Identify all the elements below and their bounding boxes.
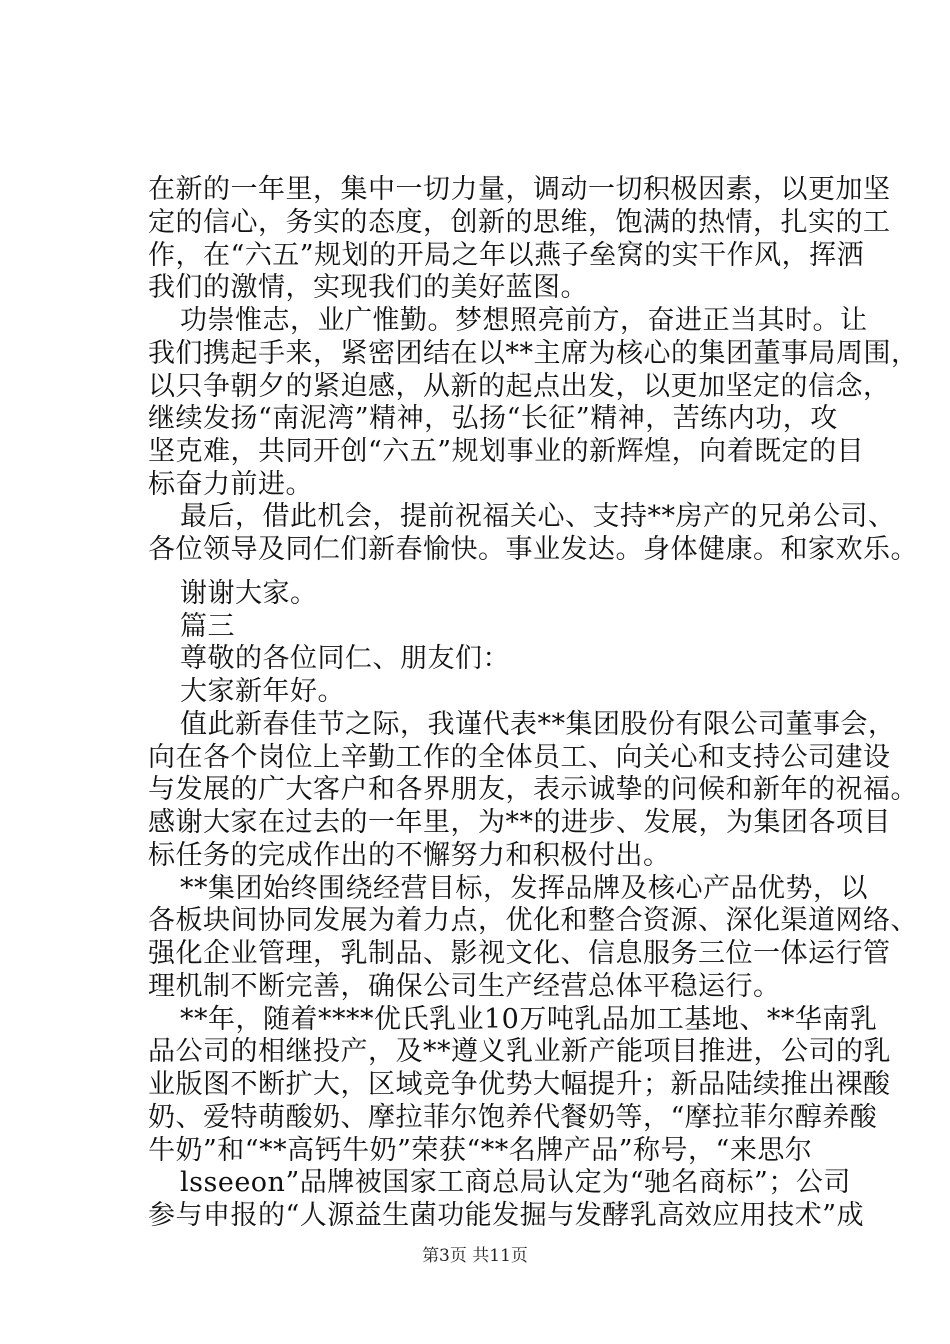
paragraph-line: 以只争朝夕的紧迫感，从新的起点出发，以更加坚定的信念，	[148, 370, 891, 402]
paragraph-line: 标奋力前进。	[148, 468, 313, 500]
paragraph-line: 谢谢大家。	[180, 577, 318, 609]
paragraph-line: 强化企业管理，乳制品、影视文化、信息服务三位一体运行管	[148, 938, 891, 969]
section-heading: 篇三	[180, 610, 235, 642]
paragraph-line: 各位领导及同仁们新春愉快。事业发达。身体健康。和家欢乐。	[148, 534, 918, 566]
paragraph-line: 标任务的完成作出的不懈努力和积极付出。	[148, 839, 671, 871]
paragraph-line: 向在各个岗位上辛勤工作的全体员工、向关心和支持公司建设	[148, 741, 891, 773]
paragraph-line: 各板块间协同发展为着力点，优化和整合资源、深化渠道网络、	[148, 905, 918, 937]
paragraph-line: 继续发扬“南泥湾”精神，弘扬“长征”精神，苦练内功，攻	[148, 403, 838, 435]
paragraph-line: 业版图不断扩大，区域竞争优势大幅提升；新品陆续推出裸酸	[148, 1069, 891, 1100]
paragraph-line: 最后，借此机会，提前祝福关心、支持**房产的兄弟公司、	[180, 501, 896, 533]
paragraph-line: 理机制不断完善，确保公司生产经营总体平稳运行。	[148, 970, 781, 1002]
paragraph-line: lsseeon”品牌被国家工商总局认定为“驰名商标”；公司	[180, 1167, 851, 1199]
paragraph-line: 值此新春佳节之际，我谨代表**集团股份有限公司董事会，	[180, 708, 896, 740]
paragraph-line: 牛奶”和“**高钙牛奶”荣获“**名牌产品”称号，“来思尔	[148, 1134, 813, 1166]
paragraph-line: 在新的一年里，集中一切力量，调动一切积极因素，以更加坚	[148, 174, 891, 205]
paragraph-line: 功崇惟志，业广惟勤。梦想照亮前方，奋进正当其时。让	[180, 305, 868, 336]
paragraph-line: 奶、爱特萌酸奶、摩拉菲尔饱养代餐奶等，“摩拉菲尔醇养酸	[148, 1101, 878, 1133]
greeting: 大家新年好。	[180, 676, 345, 708]
paragraph-line: 与发展的广大客户和各界朋友，表示诚挚的问候和新年的祝福。	[148, 774, 918, 806]
salutation: 尊敬的各位同仁、朋友们：	[180, 643, 510, 675]
paragraph-line: 定的信心，务实的态度，创新的思维，饱满的热情，扎实的工	[148, 206, 891, 238]
paragraph-line: 坚克难，共同开创“六五”规划事业的新辉煌，向着既定的目	[148, 436, 865, 467]
paragraph-line: **年，随着****优氏乳业10万吨乳品加工基地、**华南乳	[180, 1003, 878, 1035]
paragraph-line: 品公司的相继投产，及**遵义乳业新产能项目推进，公司的乳	[148, 1036, 891, 1068]
paragraph-line: 感谢大家在过去的一年里，为**的进步、发展，为集团各项目	[148, 807, 891, 839]
paragraph-line: 作，在“六五”规划的开局之年以燕子垒窝的实干作风，挥洒	[148, 239, 865, 271]
paragraph-line: 我们的激情，实现我们的美好蓝图。	[148, 272, 588, 304]
paragraph-line: **集团始终围绕经营目标，发挥品牌及核心产品优势，以	[180, 872, 868, 904]
paragraph-line: 参与申报的“人源益生菌功能发掘与发酵乳高效应用技术”成	[148, 1200, 865, 1231]
page-number-footer: 第3页 共11页	[422, 1246, 528, 1266]
paragraph-line: 我们携起手来，紧密团结在以**主席为核心的集团董事局周围，	[148, 337, 919, 369]
